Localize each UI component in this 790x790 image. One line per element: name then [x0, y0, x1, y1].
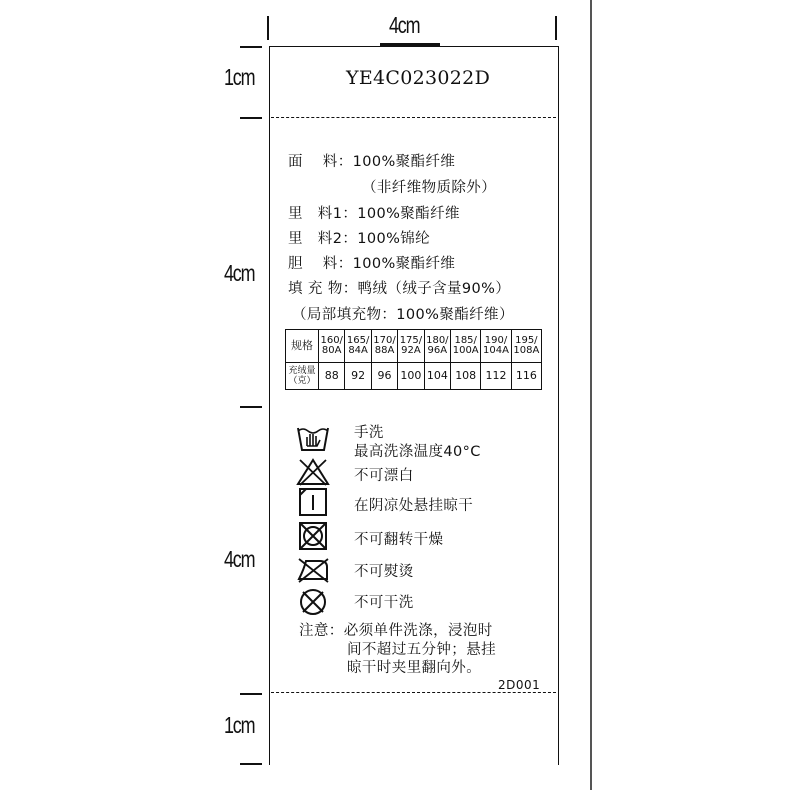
fill-header-cell	[286, 363, 319, 390]
size-cell	[371, 330, 397, 363]
fill-cell: 92	[345, 363, 371, 390]
composition-partial-filling: （局部填充物：100%聚酯纤维）	[292, 307, 514, 323]
size-cell-top: 185/	[454, 335, 477, 346]
height-dimension-top: 1cm	[224, 64, 255, 90]
no-iron-icon	[296, 557, 330, 583]
composition-shell: 面 料：100%聚酯纤维	[288, 154, 456, 170]
width-tick-right	[555, 16, 557, 40]
care-no-iron-text: 不可熨烫	[354, 564, 414, 580]
size-cell-top: 180/	[426, 335, 449, 346]
size-cell-bottom: 88A	[374, 345, 395, 356]
size-cell	[511, 330, 541, 363]
fill-header-line-1: 充绒量	[288, 366, 316, 376]
fill-header-line-2: （克）	[288, 376, 316, 386]
size-cell-bottom: 96A	[427, 345, 448, 356]
height-tick-2	[240, 117, 262, 119]
fill-cell: 112	[481, 363, 511, 390]
fill-cell: 88	[319, 363, 345, 390]
size-cell-bottom: 80A	[321, 345, 342, 356]
no-bleach-icon	[296, 458, 330, 486]
height-tick-1	[240, 46, 262, 48]
no-tumble-dry-icon	[299, 522, 327, 550]
size-header-cell: 规格	[286, 330, 319, 363]
sew-line-bottom	[271, 692, 556, 693]
fill-cell: 96	[371, 363, 397, 390]
composition-lining-2: 里 料2：100%锦纶	[288, 231, 431, 247]
page-frame-line	[590, 0, 592, 790]
care-max-temp-text: 最高洗涤温度40°C	[354, 444, 481, 460]
height-dimension-care: 4cm	[224, 546, 255, 572]
size-cell-top: 195/	[515, 335, 538, 346]
size-cell	[398, 330, 424, 363]
size-cell	[345, 330, 371, 363]
composition-inner: 胆 料：100%聚酯纤维	[288, 256, 456, 272]
size-cell-top: 160/	[320, 335, 343, 346]
sew-line-top	[271, 117, 556, 118]
line-dry-shade-icon	[299, 488, 327, 516]
size-cell	[424, 330, 450, 363]
care-line-dry-text: 在阴凉处悬挂晾干	[354, 498, 474, 514]
care-no-tumble-text: 不可翻转干燥	[354, 532, 444, 548]
composition-lining-1: 里 料1：100%聚酯纤维	[288, 206, 460, 222]
size-cell-bottom: 100A	[452, 345, 479, 356]
size-row	[286, 330, 542, 363]
size-cell-bottom: 104A	[483, 345, 509, 356]
care-no-dry-clean-text: 不可干洗	[354, 595, 414, 611]
height-tick-4	[240, 693, 262, 695]
width-dimension-label: 4cm	[389, 12, 420, 38]
fill-cell: 108	[451, 363, 481, 390]
fill-cell: 104	[424, 363, 450, 390]
fill-row	[286, 363, 542, 390]
footer-code: 2D001	[498, 678, 541, 692]
notice-line-1: 注意：必须单件洗涤，浸泡时	[299, 623, 493, 639]
care-no-bleach-text: 不可漂白	[354, 468, 414, 484]
size-cell-bottom: 108A	[513, 345, 540, 356]
size-cell-top: 165/	[346, 335, 370, 346]
composition-filling: 填 充 物：鸭绒（绒子含量90%）	[288, 281, 511, 297]
size-cell-top: 190/	[484, 335, 508, 346]
width-tick-left	[267, 16, 269, 40]
care-hand-wash-text: 手洗	[354, 425, 384, 441]
height-tick-5	[240, 763, 262, 765]
notice-line-2: 间不超过五分钟；悬挂	[347, 642, 496, 658]
height-dimension-bottom: 1cm	[224, 712, 255, 738]
size-cell-top: 170/	[373, 335, 396, 346]
notice-line-3: 晾干时夹里翻向外。	[347, 660, 482, 676]
size-cell	[451, 330, 481, 363]
size-cell-bottom: 92A	[401, 345, 421, 356]
hand-wash-icon	[296, 424, 330, 452]
size-cell	[319, 330, 345, 363]
height-dimension-content: 4cm	[224, 260, 255, 286]
height-tick-3	[240, 406, 262, 408]
size-cell-bottom: 84A	[348, 345, 368, 356]
product-code: YE4C023022D	[346, 67, 491, 89]
fill-cell: 100	[398, 363, 424, 390]
size-cell	[481, 330, 511, 363]
fill-cell: 116	[511, 363, 541, 390]
composition-shell-note: （非纤维物质除外）	[362, 180, 497, 196]
size-fill-table	[285, 329, 542, 390]
no-dry-clean-icon	[299, 588, 327, 616]
size-cell-top: 175/	[399, 335, 423, 346]
